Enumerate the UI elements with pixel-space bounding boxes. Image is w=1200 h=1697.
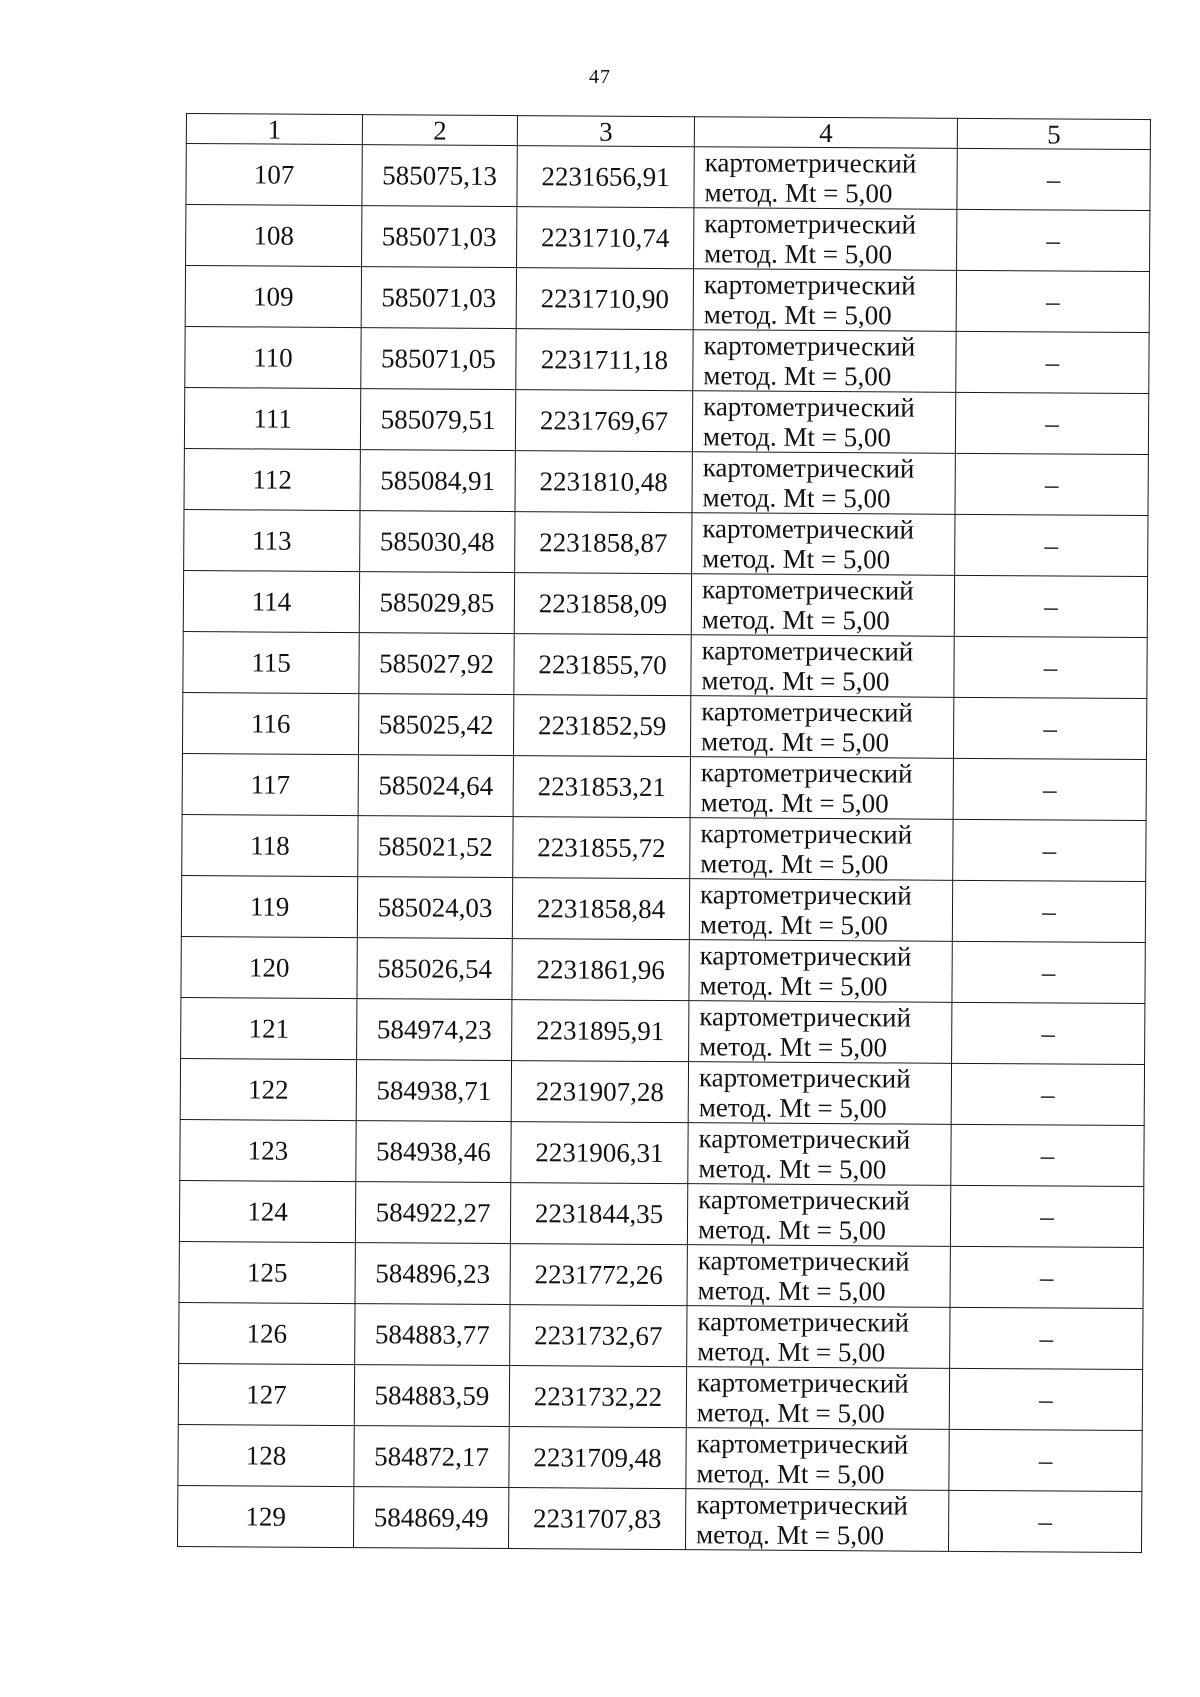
y-coordinate-cell: 2231844,35 [510,1183,687,1245]
table-row [184,387,1148,454]
note-cell: – [949,1368,1142,1430]
note-cell: – [956,270,1149,332]
table-row [182,753,1146,820]
x-coordinate-cell: 584922,27 [355,1182,510,1244]
x-coordinate-cell: 585084,91 [360,450,515,512]
x-coordinate-cell: 585079,51 [360,389,515,451]
point-number-cell: 119 [181,875,357,937]
note-cell: – [949,1429,1142,1491]
method-line-2: метод. Mt = 5,00 [703,360,892,392]
method-line-2: метод. Mt = 5,00 [698,1153,887,1185]
point-number-cell: 124 [179,1180,355,1242]
y-coordinate-cell: 2231853,21 [513,756,690,818]
note-cell: – [957,148,1150,210]
point-number-cell: 108 [186,205,362,267]
x-coordinate-cell: 585024,64 [358,755,513,817]
x-coordinate-cell: 584883,77 [355,1304,510,1366]
method-line-1: картометрический [696,1489,909,1521]
method-cell [687,1184,950,1247]
method-line-1: картометрический [698,1062,911,1094]
x-coordinate-cell: 584938,46 [356,1121,511,1183]
y-coordinate-cell: 2231769,67 [515,390,692,452]
point-number-cell: 121 [181,997,357,1059]
note-cell: – [950,1246,1143,1308]
method-line-2: метод. Mt = 5,00 [701,604,890,636]
y-coordinate-cell: 2231852,59 [513,695,690,757]
point-number-cell: 118 [182,814,358,876]
table-row [183,570,1147,637]
method-cell [689,940,952,1003]
table-row [181,997,1145,1064]
note-cell: – [948,1490,1141,1552]
column-header-2: 2 [362,115,517,146]
x-coordinate-cell: 585075,13 [362,145,517,207]
x-coordinate-cell: 584938,71 [356,1060,511,1122]
column-header-4: 4 [694,117,957,149]
method-line-1: картометрический [701,574,914,606]
y-coordinate-cell: 2231855,72 [513,817,690,879]
method-line-1: картометрический [696,1428,909,1460]
point-number-cell: 120 [181,936,357,998]
x-coordinate-cell: 584883,59 [354,1365,509,1427]
method-cell [694,147,957,210]
method-cell [691,574,954,637]
method-line-2: метод. Mt = 5,00 [695,1519,885,1551]
point-number-cell: 109 [185,266,361,328]
note-cell: – [955,392,1148,454]
x-coordinate-cell: 585021,52 [358,816,513,878]
table-row [182,814,1146,881]
y-coordinate-cell: 2231810,48 [515,451,692,513]
note-cell: – [951,1124,1144,1186]
method-line-2: метод. Mt = 5,00 [699,1031,888,1063]
method-line-1: картометрический [702,513,915,545]
table-row [181,936,1145,1003]
method-cell [688,1123,951,1186]
table-row [180,1058,1144,1125]
method-line-2: метод. Mt = 5,00 [700,726,890,758]
y-coordinate-cell: 2231861,96 [512,939,689,1001]
method-cell [692,513,955,576]
method-cell [692,391,955,454]
note-cell: – [950,1307,1143,1369]
method-cell [691,635,954,698]
point-number-cell: 115 [183,631,359,693]
x-coordinate-cell: 585071,03 [361,267,516,329]
method-cell [686,1428,949,1491]
method-line-1: картометрический [700,757,913,789]
method-line-1: картометрический [703,330,916,362]
point-number-cell: 114 [183,570,359,632]
note-cell: – [954,575,1147,637]
note-cell: – [950,1185,1143,1247]
table-row [179,1180,1143,1247]
method-line-2: метод. Mt = 5,00 [700,787,889,819]
x-coordinate-cell: 584974,23 [357,999,512,1061]
method-line-1: картометрический [699,1001,912,1033]
table-row [184,448,1148,515]
y-coordinate-cell: 2231709,48 [509,1427,686,1489]
table-row [181,875,1145,942]
point-number-cell: 128 [178,1424,354,1486]
method-line-2: метод. Mt = 5,00 [702,543,891,575]
method-cell [687,1306,950,1369]
method-line-1: картометрический [700,879,912,911]
x-coordinate-cell: 584872,17 [354,1426,509,1488]
y-coordinate-cell: 2231732,22 [509,1366,686,1428]
method-line-1: картометрический [699,940,912,972]
y-coordinate-cell: 2231858,09 [514,573,691,635]
column-header-1: 1 [186,114,362,145]
method-cell [694,208,957,271]
method-line-2: метод. Mt = 5,00 [697,1275,886,1307]
table-row [179,1302,1143,1369]
method-line-1: картометрический [703,269,916,301]
x-coordinate-cell: 585025,42 [358,694,513,756]
method-cell [686,1367,949,1430]
method-line-1: картометрический [701,696,913,728]
method-line-1: картометрический [697,1306,910,1338]
y-coordinate-cell: 2231858,84 [512,878,689,940]
table-row [182,692,1146,759]
coordinates-table [177,113,1151,1553]
method-line-2: метод. Mt = 5,00 [702,421,892,453]
table-body [177,144,1150,1553]
point-number-cell: 107 [186,144,362,206]
point-number-cell: 122 [180,1058,356,1120]
method-line-2: метод. Mt = 5,00 [704,177,893,209]
method-cell [693,269,956,332]
method-cell [685,1489,948,1552]
x-coordinate-cell: 585071,03 [362,206,517,268]
method-cell [687,1245,950,1308]
point-number-cell: 125 [179,1241,355,1303]
method-cell [690,696,953,759]
method-line-1: картометрический [704,147,917,179]
y-coordinate-cell: 2231656,91 [517,146,694,208]
point-number-cell: 127 [178,1363,354,1425]
method-line-2: метод. Mt = 5,00 [698,1092,887,1124]
y-coordinate-cell: 2231895,91 [512,1000,689,1062]
y-coordinate-cell: 2231858,87 [515,512,692,574]
point-number-cell: 112 [184,448,360,510]
method-cell [690,818,953,881]
table-row [178,1424,1142,1491]
method-line-2: метод. Mt = 5,00 [697,1336,886,1368]
note-cell: – [955,514,1148,576]
x-coordinate-cell: 585026,54 [357,938,512,1000]
table-row [179,1241,1143,1308]
table-row [186,205,1150,272]
x-coordinate-cell: 585027,92 [359,633,514,695]
y-coordinate-cell: 2231855,70 [514,634,691,696]
method-line-1: картометрический [702,452,915,484]
note-cell: – [957,209,1150,271]
note-cell: – [954,636,1147,698]
y-coordinate-cell: 2231772,26 [510,1244,687,1306]
method-cell [689,1001,952,1064]
method-line-2: метод. Mt = 5,00 [704,238,893,270]
method-cell [692,452,955,515]
table-row [185,326,1149,393]
x-coordinate-cell: 585029,85 [359,572,514,634]
point-number-cell: 111 [184,387,360,449]
y-coordinate-cell: 2231710,90 [516,268,693,330]
note-cell: – [953,697,1146,759]
method-line-2: метод. Mt = 5,00 [701,665,890,697]
method-line-1: картометрический [697,1245,910,1277]
method-line-2: метод. Mt = 5,00 [696,1397,885,1429]
method-line-1: картометрический [696,1367,909,1399]
point-number-cell: 113 [184,509,360,571]
method-cell [689,879,952,942]
method-line-2: метод. Mt = 5,00 [696,1458,885,1490]
x-coordinate-cell: 584869,49 [353,1487,508,1549]
table-row [183,631,1147,698]
y-coordinate-cell: 2231710,74 [517,207,694,269]
point-number-cell: 116 [182,692,358,754]
point-number-cell: 129 [177,1485,353,1547]
method-line-2: метод. Mt = 5,00 [699,970,888,1002]
note-cell: – [951,1063,1144,1125]
y-coordinate-cell: 2231711,18 [516,329,693,391]
method-line-1: картометрический [698,1184,910,1216]
point-number-cell: 123 [180,1119,356,1181]
method-line-1: картометрический [703,391,915,423]
note-cell: – [952,880,1145,942]
table-row [177,1485,1141,1552]
y-coordinate-cell: 2231906,31 [511,1122,688,1184]
method-line-2: метод. Mt = 5,00 [700,848,889,880]
x-coordinate-cell: 585030,48 [360,511,515,573]
note-cell: – [956,331,1149,393]
note-cell: – [953,819,1146,881]
x-coordinate-cell: 585071,05 [361,328,516,390]
y-coordinate-cell: 2231907,28 [511,1061,688,1123]
method-line-1: картометрический [700,818,913,850]
note-cell: – [952,1002,1145,1064]
table-row [186,144,1150,211]
method-line-1: картометрический [698,1123,911,1155]
table-row [180,1119,1144,1186]
point-number-cell: 126 [179,1302,355,1364]
note-cell: – [955,453,1148,515]
method-cell [693,330,956,393]
method-line-1: картометрический [704,208,917,240]
method-cell [690,757,953,820]
note-cell: – [953,758,1146,820]
method-line-1: картометрический [701,635,914,667]
note-cell: – [952,941,1145,1003]
x-coordinate-cell: 585024,03 [357,877,512,939]
point-number-cell: 117 [182,753,358,815]
method-line-2: метод. Mt = 5,00 [702,482,891,514]
point-number-cell: 110 [185,326,361,388]
y-coordinate-cell: 2231732,67 [510,1305,687,1367]
column-header-5: 5 [957,118,1150,149]
method-line-2: метод. Mt = 5,00 [703,299,892,331]
table-row [185,266,1149,333]
table-row [178,1363,1142,1430]
table-row [184,509,1148,576]
method-cell [688,1062,951,1125]
method-line-2: метод. Mt = 5,00 [699,909,888,941]
method-line-2: метод. Mt = 5,00 [697,1214,887,1246]
page-number: 47 [589,66,611,88]
y-coordinate-cell: 2231707,83 [508,1488,685,1550]
x-coordinate-cell: 584896,23 [355,1243,510,1305]
column-header-3: 3 [517,116,694,147]
